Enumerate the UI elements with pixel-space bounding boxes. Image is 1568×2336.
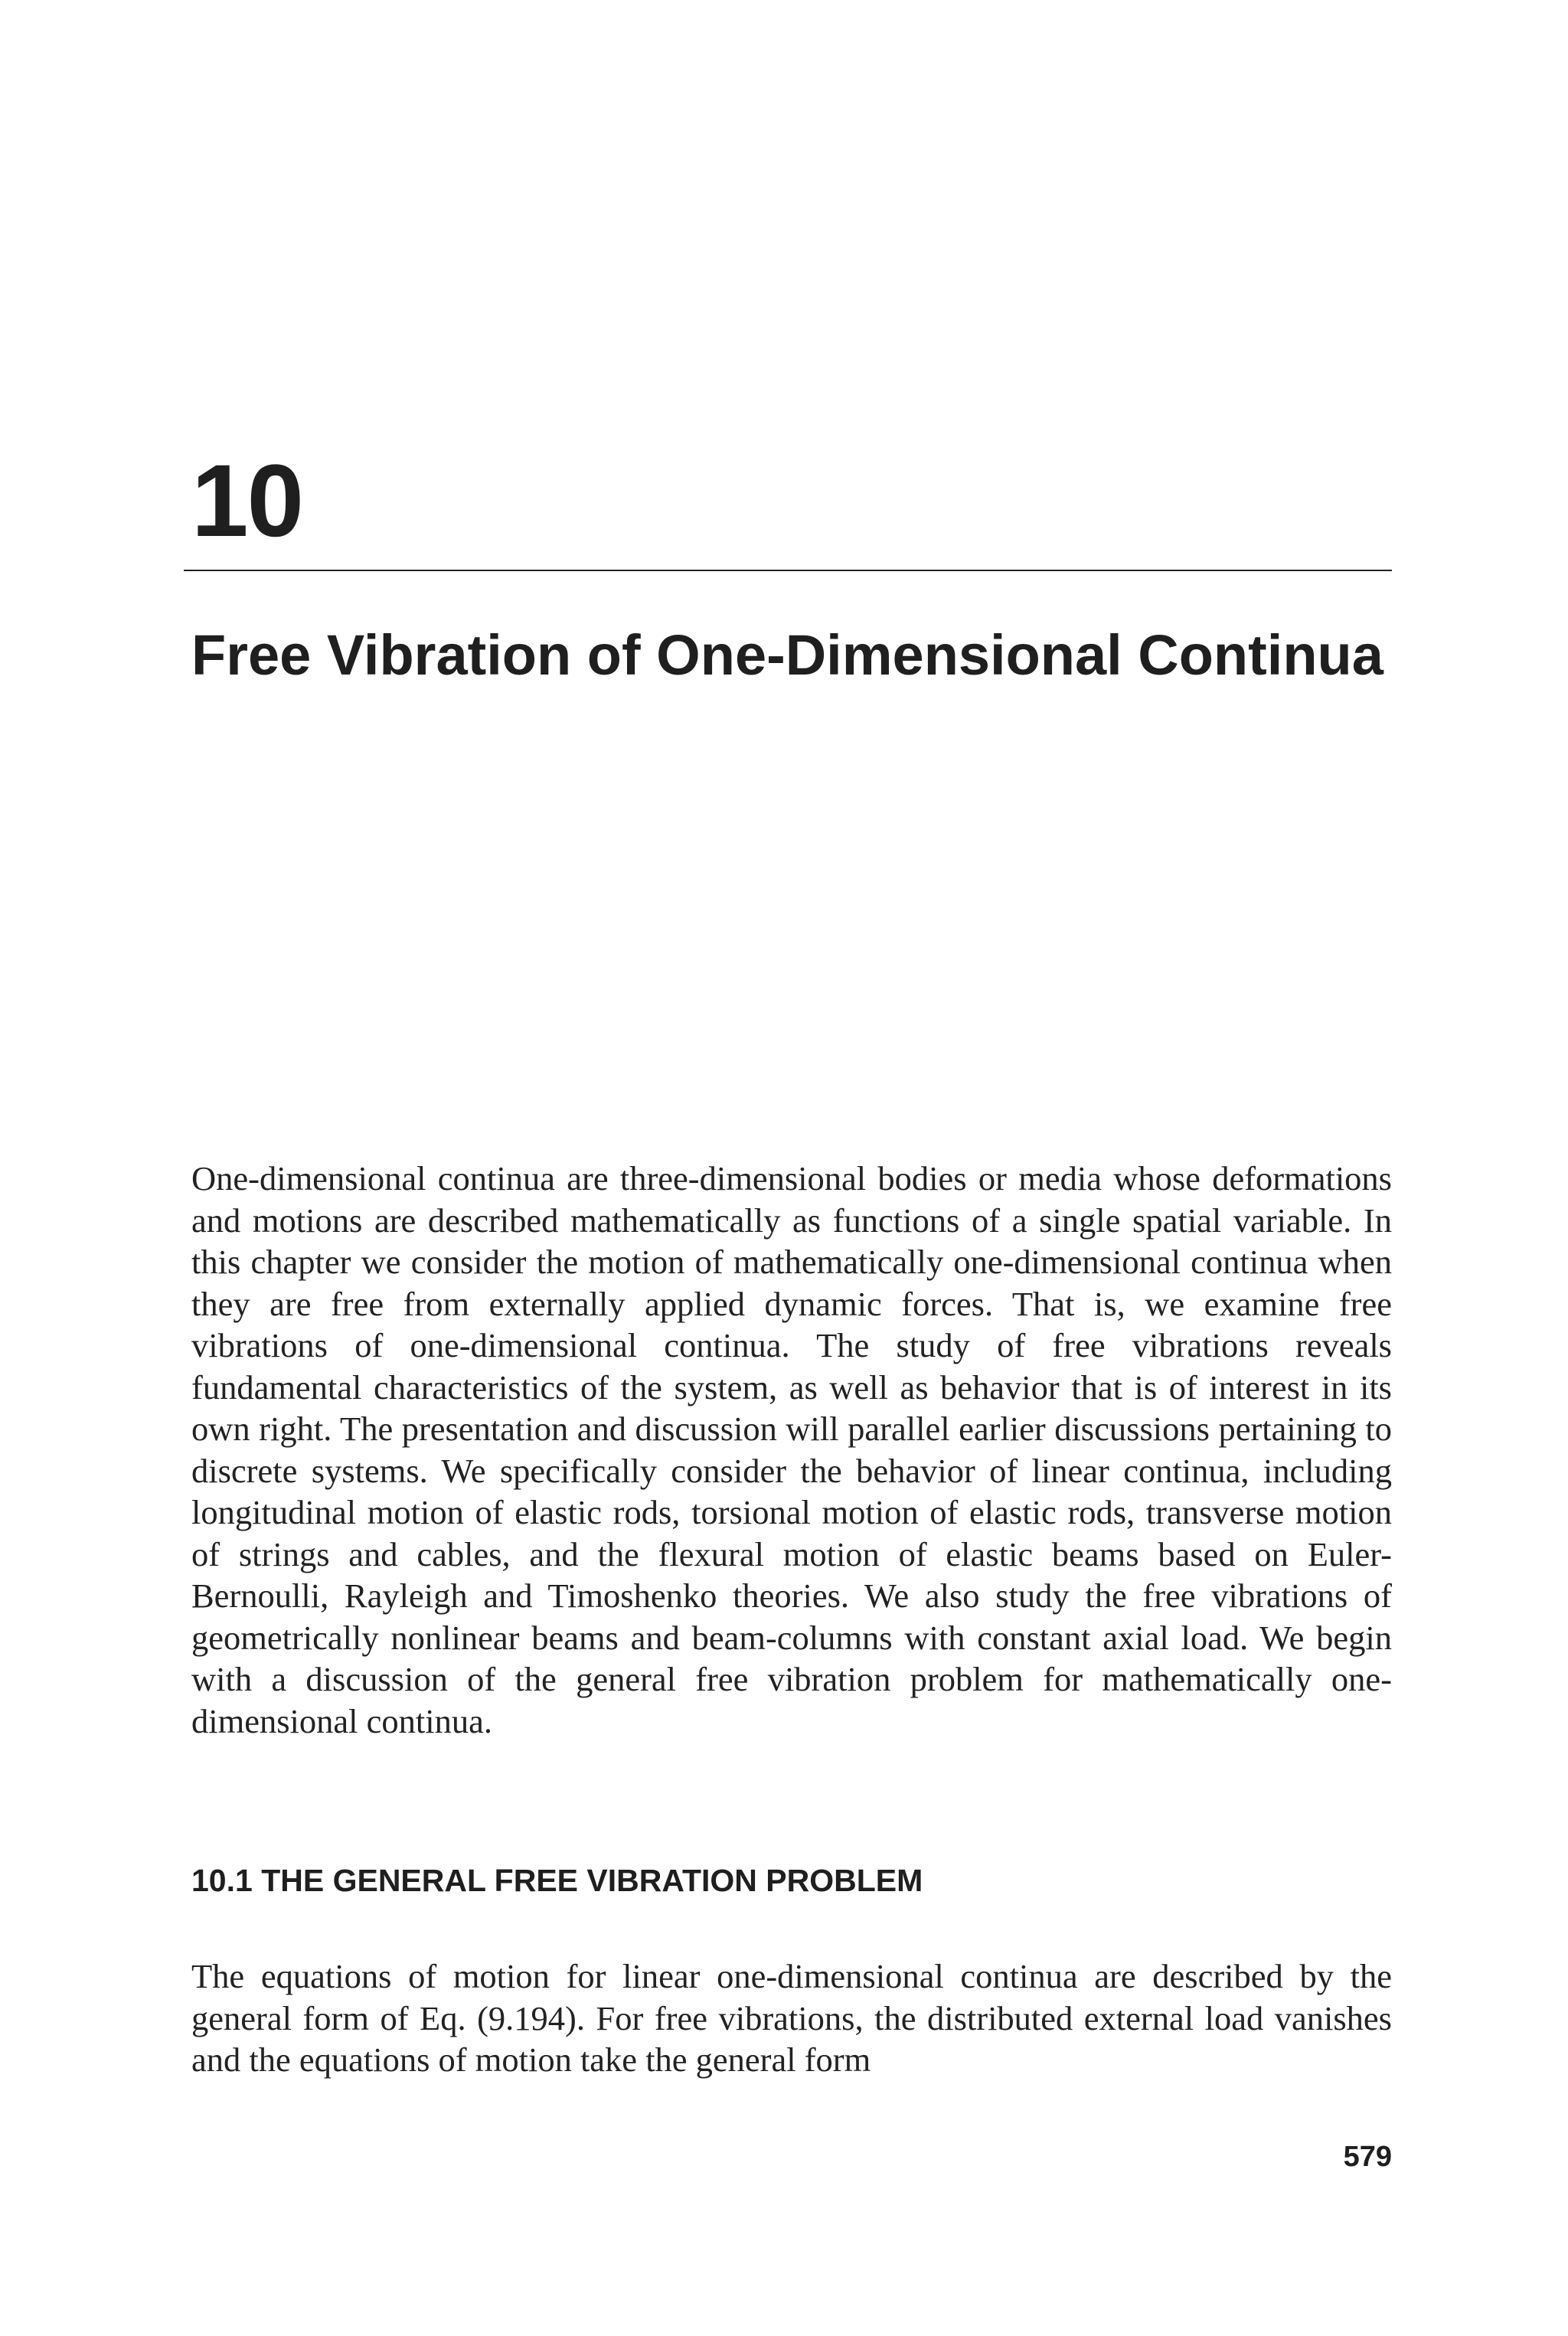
section-heading: 10.1 THE GENERAL FREE VIBRATION PROBLEM [191, 1863, 923, 1898]
page-number: 579 [1343, 2141, 1392, 2173]
chapter-divider [184, 570, 1392, 571]
intro-paragraph: One-dimensional continua are three-dimensional bodies or media whose deformations and motions are described mathematically as functions of a single spatial variable. In this chapter we consider the motion of mathematically one-dimensional continua when they are free from externally applied dynamic forces. That is, we examine free vibrations of one-dimensional continua. The study of free vibrations reveals fundamental characteristics of the system, as well as behavior that is of interest in its own right. The presentation and discussion will parallel earlier discussions pertaining to discrete systems. We specifically consider the behavior of linear continua, including longitudinal motion of elastic rods, torsional motion of elastic rods, transverse motion of strings and cables, and the flexural motion of elastic beams based on Euler-Bernoulli, Rayleigh and Timoshenko theories. We also study the free vibrations of geometrically nonlinear beams and beam-columns with constant axial load. We begin with a discussion of the general free vibration problem for mathematically one-dimensional continua. [191, 1159, 1392, 1740]
chapter-title: Free Vibration of One-Dimensional Continua [191, 623, 1383, 687]
chapter-number: 10 [191, 444, 303, 558]
section-paragraph: The equations of motion for linear one-dimensional continua are described by the general form of Eq. (9.194). For free vibrations, the distributed external load vanishes and the equations of motion take the general form [191, 1957, 1392, 2079]
